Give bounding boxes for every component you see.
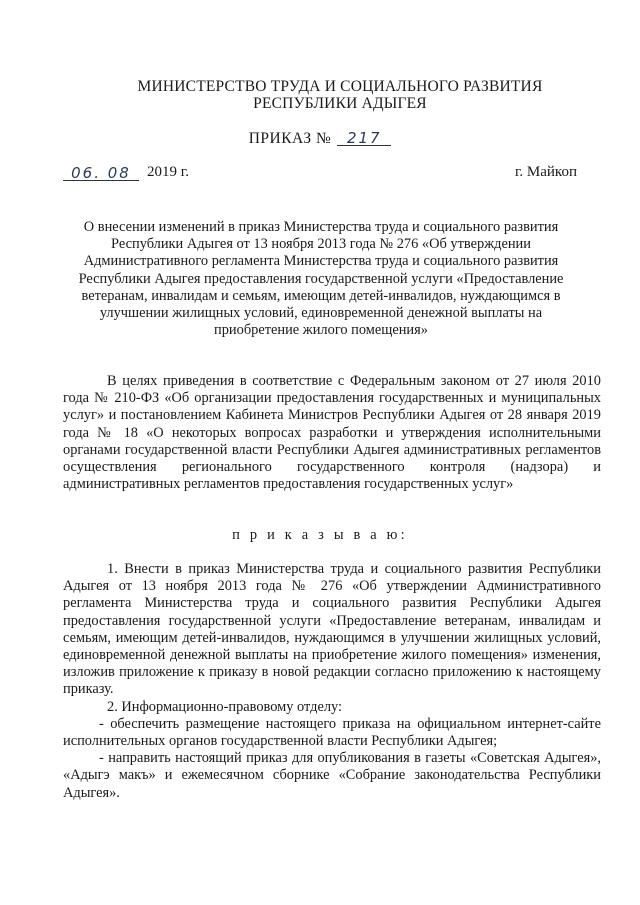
ministry-header <box>60 78 620 112</box>
order-body <box>63 561 601 802</box>
ministry-name: МИНИСТЕРСТВО ТРУДА И СОЦИАЛЬНОГО РАЗВИТИЯ <box>137 78 543 95</box>
order-subject: О внесении изменений в приказ Министерства труда и социального развития Республики Адыгея от 13 ноября 2013 года № 276 «Об утверждении Административного регламента Министерства труда и социального развития Республики Адыгея предоставления государственной услуги «Предоставление ветеранам, инвалидам и семьям, имеющим детей-инвалидов, нуждающимся в улучшении жилищных условий, единовременной денежной выплаты на приобретение жилого помещения» <box>78 219 564 339</box>
order-item-2: 2. Информационно-правовому отделу: <box>107 698 343 715</box>
order-label: ПРИКАЗ № <box>248 130 332 147</box>
republic-name: РЕСПУБЛИКИ АДЫГЕЯ <box>253 95 427 112</box>
order-number: 217 <box>337 131 391 146</box>
order-title <box>0 130 640 148</box>
order-item-1: 1. Внести в приказ Министерства труда и социального развития Республики Адыгея от 13 ноября 2013 года № 276 «Об утверждении Административного регламента Министерства труда и социального развития Республики Адыгея предоставления государственной услуги «Предоставление ветеранам, инвалидам и семьям, имеющим детей-инвалидов, нуждающимся в улучшении жилищных условий, единовременной денежной выплаты на приобретение жилого помещения» изменения, изложив приложение к приказу в новой редакции согласно приложению к настоящему приказу. <box>63 561 601 698</box>
order-item-2b: - направить настоящий приказ для опубликования в газеты «Советская Адыгея», «Адыгэ макъ» и ежемесячном сборнике «Собрание законодательства Республики Адыгея». <box>63 750 601 801</box>
order-date <box>63 164 189 181</box>
decree-word: п р и к а з ы в а ю: <box>232 527 408 543</box>
order-city: г. Майкоп <box>514 164 577 180</box>
order-day-month: 06. 08 <box>63 166 139 181</box>
order-year: 2019 г. <box>147 164 189 180</box>
order-item-2a: - обеспечить размещение настоящего приказа на официальном интернет-сайте исполнительных органов государственной власти Республики Адыгея; <box>63 715 601 750</box>
order-preamble: В целях приведения в соответствие с Федеральным законом от 27 июля 2010 года № 210-ФЗ «Об организации предоставления государственных и муниципальных услуг» и постановлением Кабинета Министров Республики Адыгея от 28 января 2019 года № 18 «О некоторых вопросах разработки и утверждения исполнительными органами государственной власти Республики Адыгея административных регламентов осуществления регионального государственного контроля (надзора) и административных регламентов предоставления государственных услуг» <box>63 373 601 493</box>
date-row <box>63 164 577 181</box>
